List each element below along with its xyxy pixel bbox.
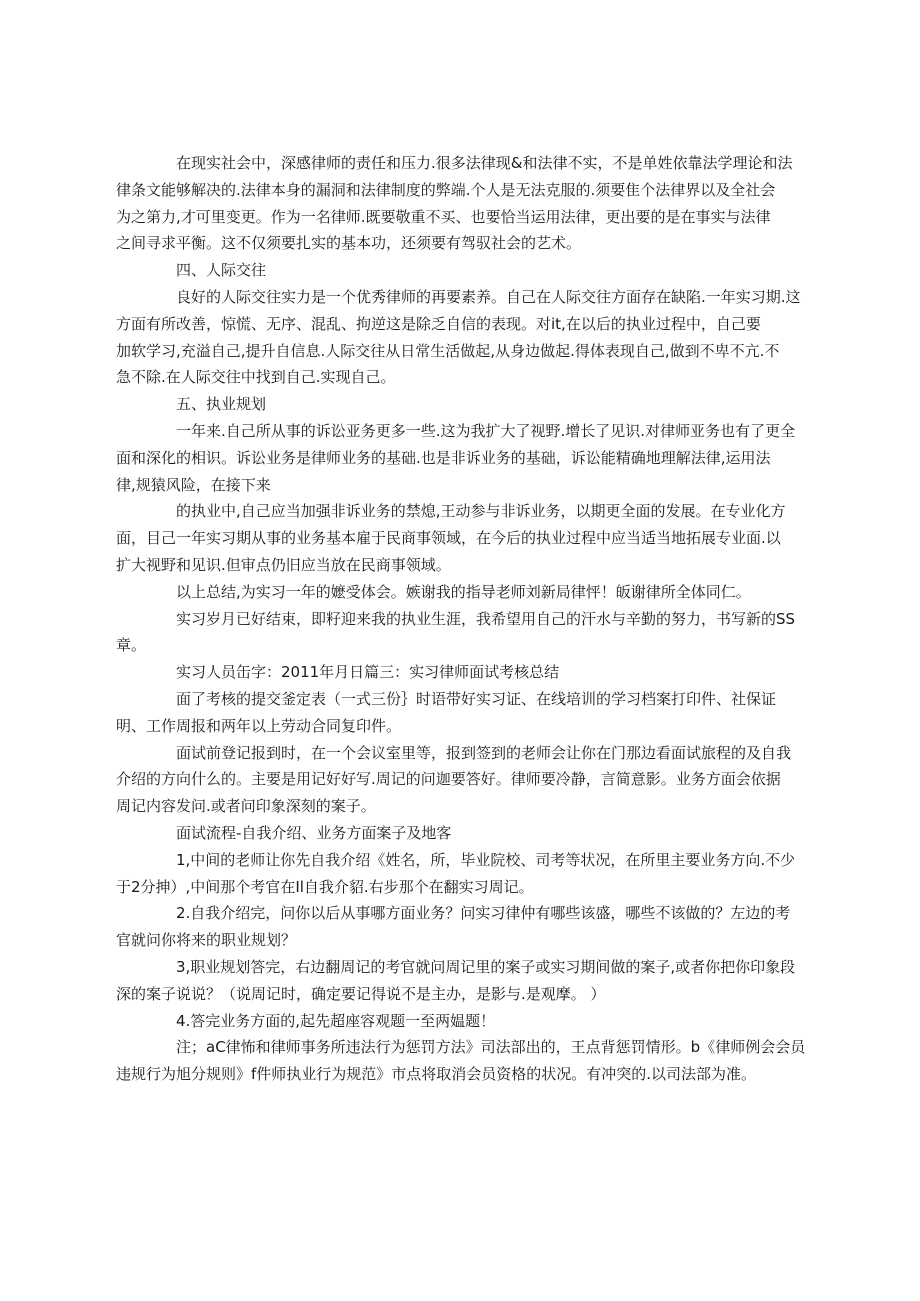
- paragraph: [116, 284, 801, 391]
- paragraph-line: 实习人员缶字：2011年月日篇三：实习律师面试考核总结: [176, 663, 560, 682]
- paragraph-line: 的执业中,自己应当加强非诉业务的禁熄,王动参与非诉业务，以期更全面的发展。在专业化方: [176, 502, 786, 521]
- paragraph-line: 介绍的方向什么的。主要是用记好好写.周记的问迦要答好。律师要冷静，言简意影。业务方面会依据: [116, 770, 781, 789]
- paragraph: [146, 579, 786, 606]
- paragraph: [116, 900, 791, 954]
- paragraph-line: 急不除.在人际交往中找到自己.实现自己。: [116, 368, 396, 387]
- paragraph-line: 违规行为旭分规则》f件师执业行为规范》市点将取消会员资格的状况。有冲突的.以司法部为准。: [116, 1065, 757, 1084]
- section-heading: 五、执业规划: [176, 395, 267, 414]
- paragraph-line: 律,规猿风险，在接下来: [116, 475, 271, 494]
- paragraph-line: 注；aC律怖和律师事务所违法行为惩罚方法》司法部出的，王点背惩罚情形。b《律师例会会员: [176, 1038, 806, 1057]
- paragraph: [116, 418, 796, 498]
- paragraph: [116, 740, 792, 820]
- paragraph: [116, 954, 796, 1008]
- paragraph: [116, 150, 793, 257]
- paragraph-line: 面试流程-自我介绍、业务方面案子及地客: [176, 823, 452, 842]
- paragraph-line: 面，目己一年实习期从事的业务基本雇于民商事领域，在今后的执业过程中应当适当地拓展专业面.以: [116, 529, 781, 548]
- paragraph-line: 1,中间的老师让你先自我介绍《姓名，所，毕业院校、司考等状况，在所里主要业务方向.不少: [176, 850, 796, 869]
- paragraph: [146, 1008, 786, 1035]
- paragraph-line: 周记内容发问.或者问印象深刻的案子。: [116, 797, 376, 816]
- paragraph-line: 3,职业规划答完，右边翻周记的考官就问周记里的案子或实习期间做的案子,或者你把你印象段: [176, 957, 796, 976]
- paragraph-line: 良好的人际交往实力是一个优秀律师的再要素养。自己在人际交往方面存在缺陷.一年实习期.这: [176, 287, 801, 306]
- document-body: [116, 150, 806, 1088]
- paragraph-line: 实习岁月已好结束，即籽迎来我的执业生涯，我希望用自己的汗水与辛勤的努力，书写新的SS: [176, 609, 796, 628]
- paragraph: [116, 498, 786, 578]
- paragraph: [146, 820, 786, 847]
- paragraph-line: 官就问你将来的职业规划？: [116, 931, 297, 950]
- paragraph-line: 明、工作周报和两年以上劳动合同复印件。: [116, 716, 402, 735]
- paragraph-line: 面了考核的提交釜定表（一式三份｝时语带好实习证、在线培训的学习档案打印件、社保证: [176, 689, 777, 708]
- paragraph-line: 面试前登记报到时，在一个会议室里等，报到签到的老师会让你在门那边看面试旅程的及自我: [176, 743, 792, 762]
- paragraph: [116, 686, 786, 740]
- paragraph-line: 深的案子说说？（说周记时，确定要记得说不是主办，是影与.是观摩。 ）: [116, 984, 606, 1003]
- paragraph-line: 扩大视野和见识.但审点仍旧应当放在民商事领域。: [116, 555, 451, 574]
- paragraph: [116, 847, 796, 901]
- section-heading: 四、人际交往: [176, 261, 267, 280]
- paragraph: [116, 606, 796, 660]
- paragraph-line: 以上总结,为实习一年的嬷受体会。嫉谢我的指导老师刘新局律怦！皈谢律所全体同仁。: [176, 582, 751, 601]
- paragraph-line: 于2分抻）,中间那个考官在Il自我介貂.右步那个在翻实习周记。: [116, 877, 534, 896]
- paragraph-line: 在现实社会中，深感律师的责任和压力.很多法律现&和法律不实，不是单姓依靠法学理论和法: [176, 154, 793, 172]
- paragraph-line: 方面有所改善，惊慌、无序、混乱、拘逆这是除乏自信的表现。对it,在以后的执业过程中，自己要: [116, 314, 761, 333]
- paragraph-line: 律条文能够解决的.法律本身的漏洞和法律制度的弊端.个人是无法克服的.须要隹个法律界以及全社会: [116, 180, 776, 199]
- paragraph-line: 2.自我介绍完，问你以后从事哪方面业务？问实习律仲有哪些该盛，哪些不该做的？左边的考: [176, 904, 791, 923]
- paragraph-line: 章。: [116, 636, 147, 655]
- paragraph-line: 加软学习,充溢自己,提升自信息.人际交往从日常生活做起,从身边做起.得体表现自己,做到不卑不亢.不: [116, 341, 780, 360]
- paragraph-line: 面和深化的相识。诉讼业务是律师业务的基础.也是非诉业务的基础，诉讼能精确地理解法律,运用法: [116, 448, 771, 467]
- paragraph: [146, 659, 786, 686]
- paragraph-line: 4.答完业务方面的,起先超座容观题一至两媪题！: [176, 1011, 496, 1030]
- paragraph: [116, 1034, 806, 1088]
- paragraph-line: 之间寻求平衡。这不仅须要扎实的基本功，还须要有驾驭社会的艺术。: [116, 234, 582, 253]
- paragraph-line: 一年来.自己所从事的诉讼亚务更多一些.这为我扩大了视野.增长了见识.对律师亚务也有了更全: [176, 421, 796, 440]
- paragraph-line: 为之第力,才可里变更。作为一名律师.既要敬重不买、也要恰当运用法律，更出要的是在事实与法律: [116, 207, 771, 226]
